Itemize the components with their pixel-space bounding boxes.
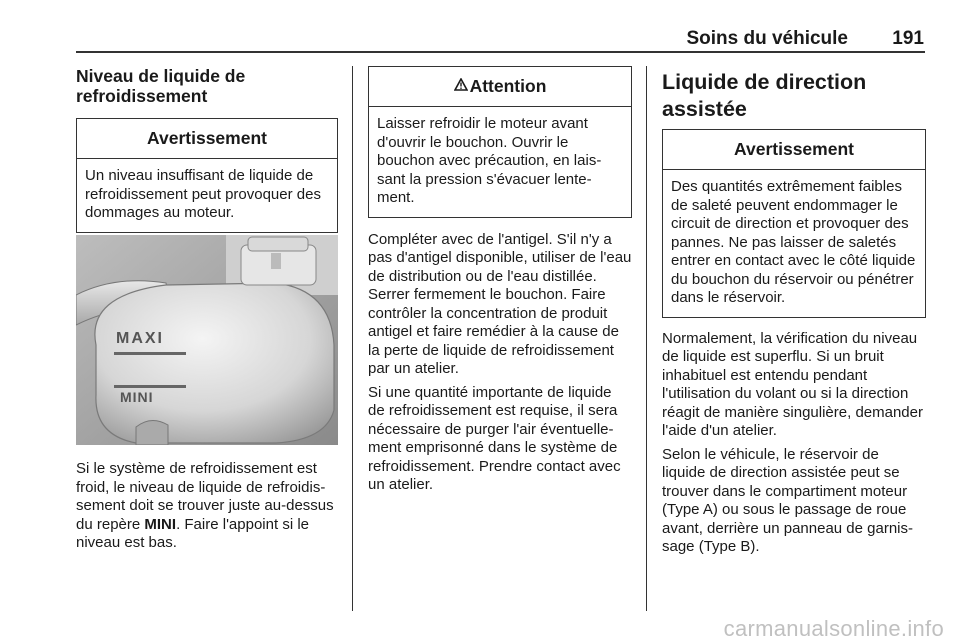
column-coolant [76, 66, 338, 233]
attention-header [369, 67, 631, 107]
column-power-steering [662, 68, 926, 557]
coolant-refill-paragraph: Compléter avec de l'antigel. S'il n'y a pas d'antigel disponible, utiliser de l'eau de distribution ou de l'eau distillée. Serrer fermement le bouchon. Faire contrôler la concentration de produit antigel et faire remédier à la cause de la perte de liquide de refroidissement par un atelier. [368, 230, 632, 377]
attention-box [368, 66, 632, 218]
coolant-instruction [76, 460, 338, 553]
attention-text: Laisser refroidir le moteur avant d'ouvrir le bouchon. Ouvrir le bouchon avec précaution, en laissant la pression s'évacuer lentement. [377, 115, 602, 206]
power-steering-heading: Liquide de direction assistée [662, 70, 867, 121]
coolant-warning-box [76, 118, 338, 233]
coolant-paragraph: Si le système de refroidissement est froid, le niveau de liquide de refroidissement doit se trouver juste au-dessus du repère MINI. Faire l'appoint si le niveau est bas. [76, 460, 334, 551]
page-number: 191 [892, 28, 924, 49]
mini-mark-emphasis: MINI [144, 515, 177, 533]
coolant-reservoir-illustration [76, 235, 338, 445]
watermark: carmanualsonline.info [723, 616, 944, 641]
section-title: Soins du véhicule [686, 28, 848, 49]
mini-mark-label: MINI [120, 389, 154, 405]
power-steering-check-paragraph: Normalement, la vérification du niveau de liquide est superflu. Si un bruit inhabituel est entendu pendant l'utilisation du volant ou si la direction réagit de manière singulière, demander l'aide d'un atelier. [662, 329, 923, 439]
warning-triangle-icon [454, 67, 468, 106]
column-coolant-continued [368, 66, 632, 495]
power-steering-warning-title: Avertissement [663, 130, 925, 170]
column-divider-2 [646, 66, 647, 611]
page-header [0, 28, 960, 50]
header-rule [76, 51, 925, 53]
power-steering-location-paragraph: Selon le véhicule, le réservoir de liquide de direction assistée peut se trouver dans le compartiment moteur (Type A) ou sous le passage de roue avant, derrière un panneau de garnissage (Type B). [662, 445, 914, 555]
coolant-warning-text: Un niveau insuffisant de liquide de refroidissement peut provoquer des dommages au moteur. [85, 167, 321, 221]
coolant-purge-paragraph: Si une quantité importante de liquide de refroidissement est requise, il sera nécessaire de purger l'air éventuellement emprisonné dans le système de refroidissement. Prendre contact avec un atelier. [368, 383, 621, 493]
attention-title: Attention [469, 76, 547, 96]
power-steering-warning-text: Des quantités extrêmement faibles de saleté peuvent endommager le circuit de direction et provoquer des pannes. Ne pas laisser de saletés entrer en contact avec le côté liquide du bouchon du réservoir ou pénétrer dans le réservoir. [671, 178, 916, 306]
coolant-warning-title: Avertissement [77, 119, 337, 159]
maxi-mark-label: MAXI [116, 330, 164, 347]
column-divider-1 [352, 66, 353, 611]
coolant-heading: Niveau de liquide de refroidissement [76, 66, 246, 106]
power-steering-warning-box [662, 129, 926, 318]
